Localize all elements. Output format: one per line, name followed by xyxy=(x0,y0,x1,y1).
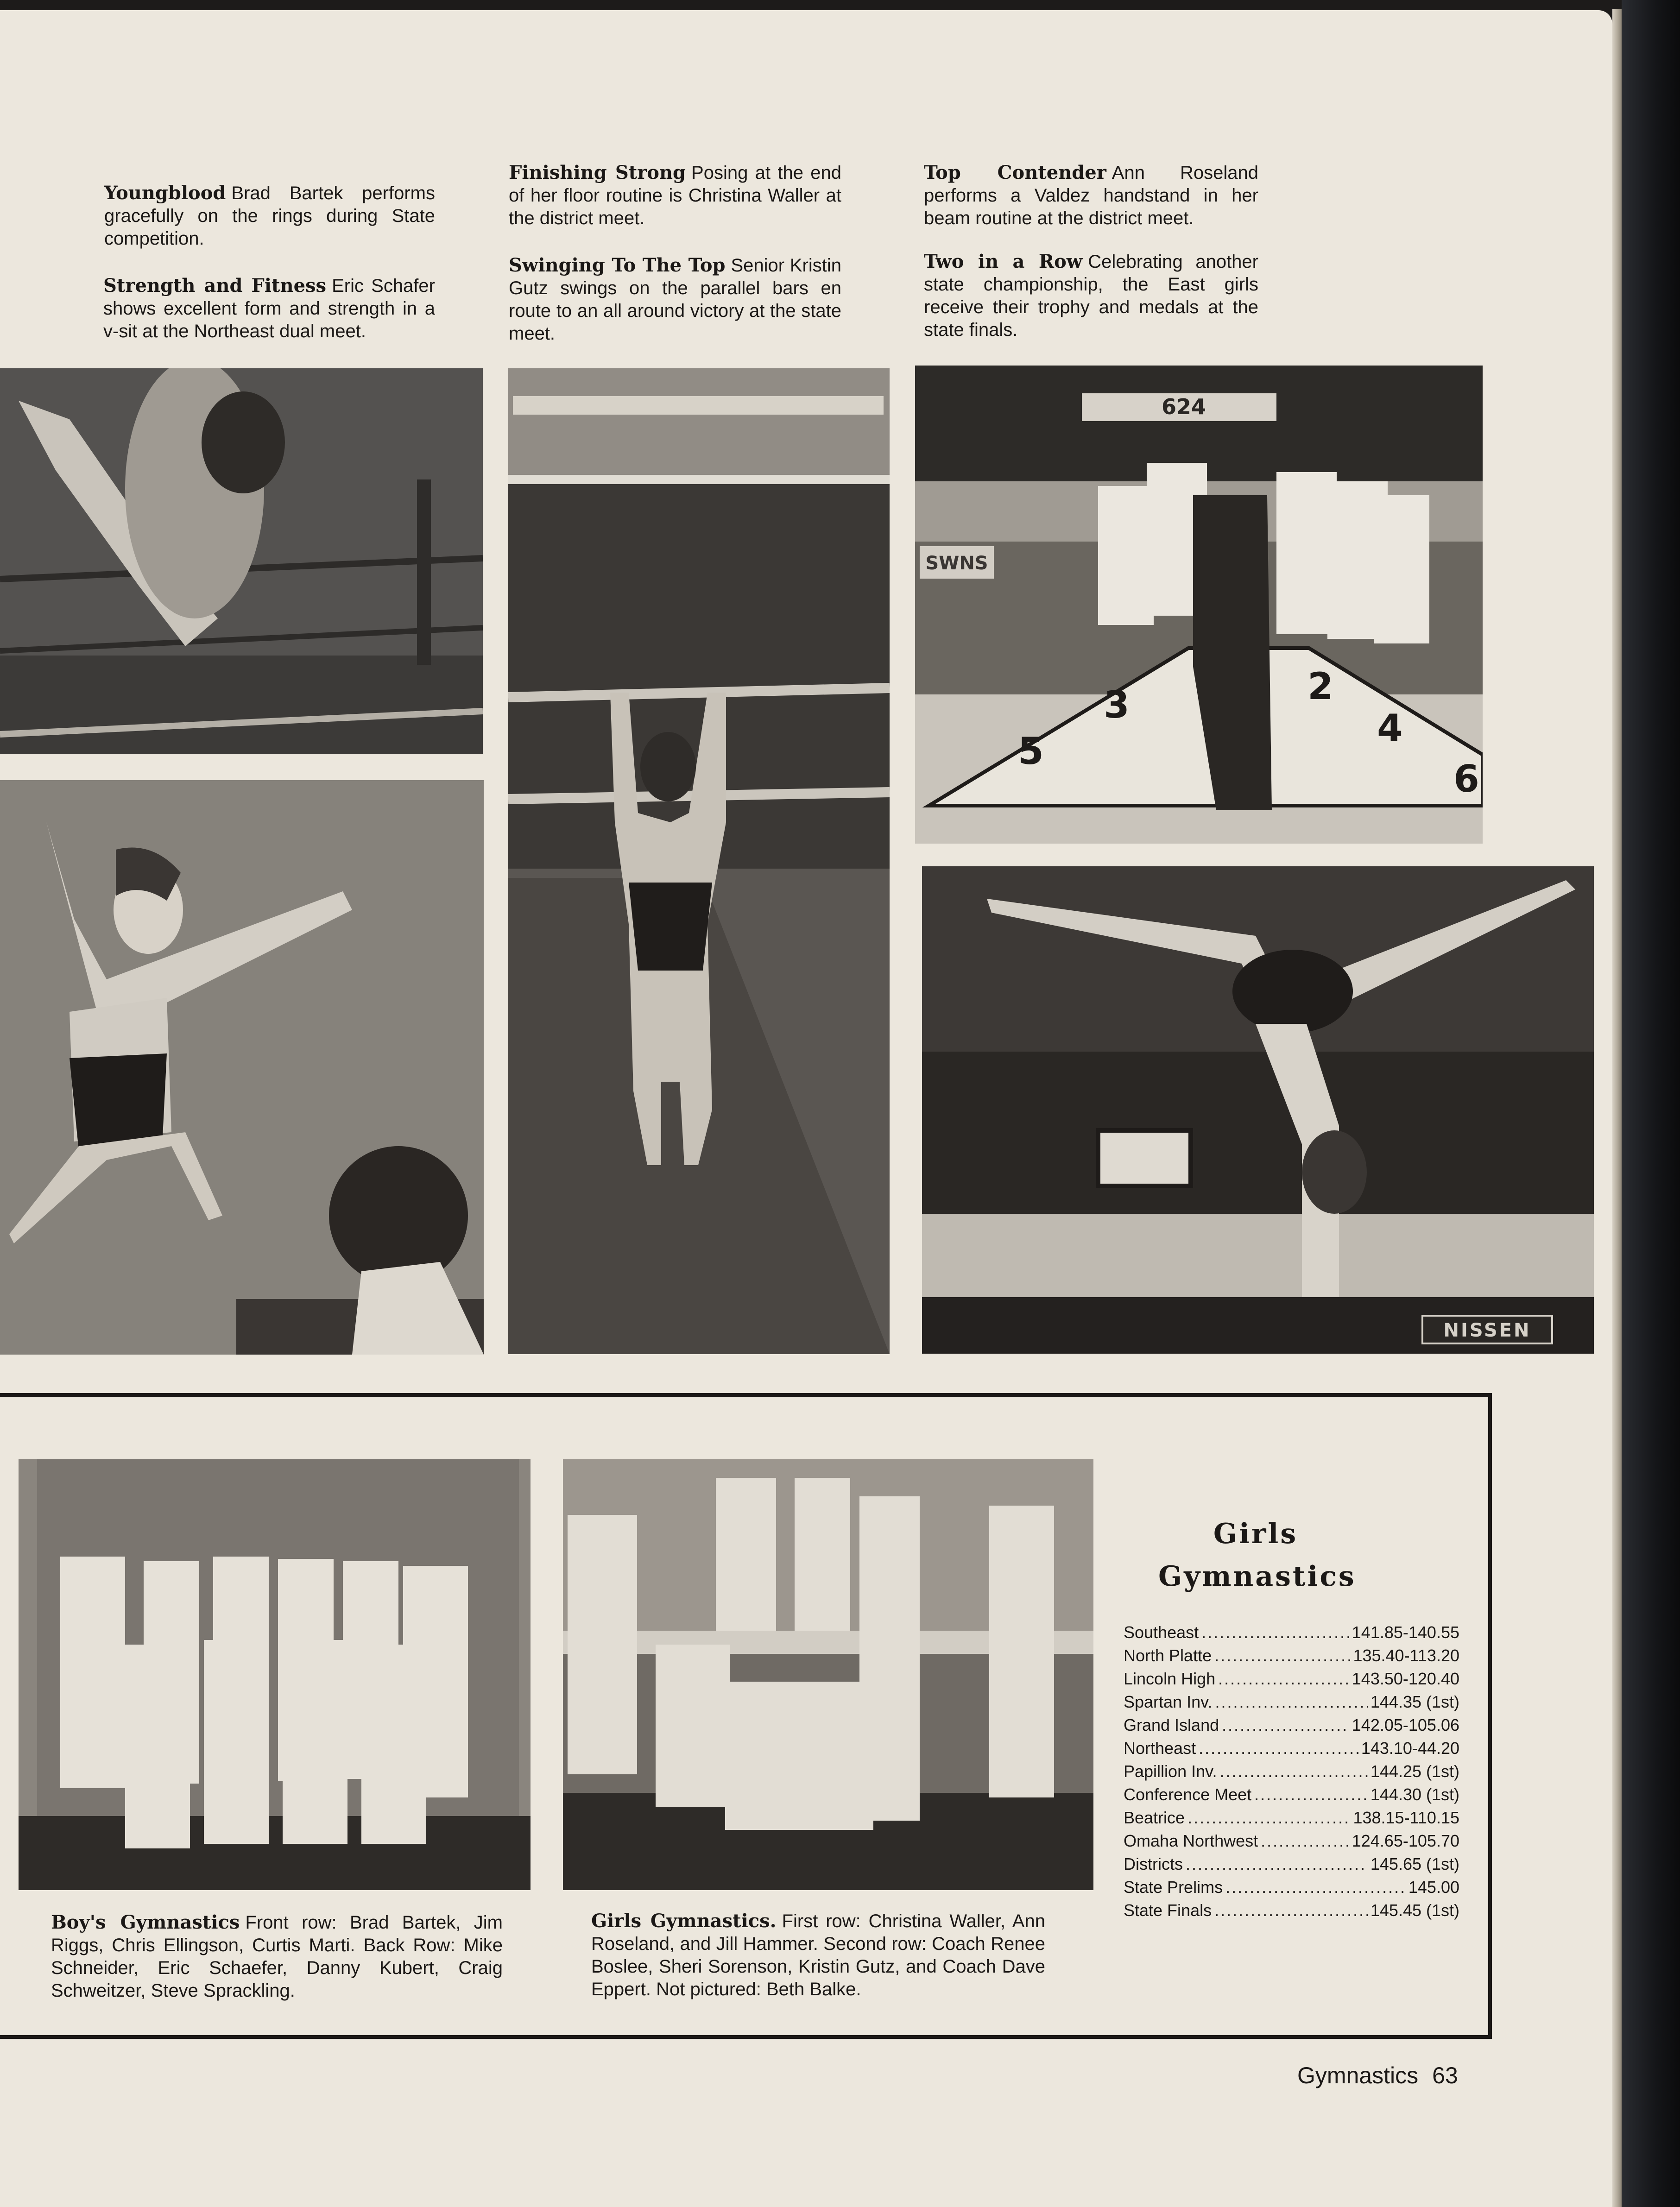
result-row xyxy=(1124,1854,1459,1878)
caption-swinging-to-the-top xyxy=(509,254,841,345)
result-row xyxy=(1124,1623,1459,1646)
result-score: 135.40-113.20 xyxy=(1353,1646,1459,1665)
result-opponent: Conference Meet xyxy=(1124,1785,1252,1804)
podium-number: 5 xyxy=(1018,730,1044,773)
caption-title: Youngblood xyxy=(104,182,226,204)
banner-text: SWNS xyxy=(925,553,988,574)
dot-leader xyxy=(1187,1808,1350,1828)
result-opponent: Northeast xyxy=(1124,1739,1196,1758)
result-row xyxy=(1124,1901,1459,1924)
result-row xyxy=(1124,1785,1459,1808)
result-row xyxy=(1124,1669,1459,1692)
dot-leader xyxy=(1214,1646,1350,1665)
result-score: 143.10-44.20 xyxy=(1361,1739,1459,1758)
schedule-title-line2: Gymnastics xyxy=(1158,1560,1356,1593)
result-opponent: Beatrice xyxy=(1124,1808,1185,1827)
dot-leader xyxy=(1214,1901,1368,1920)
caption-text: Eric Schafer shows excellent form and strength in a v-sit at the Northeast dual meet. xyxy=(103,276,435,341)
result-score: 143.50-120.40 xyxy=(1352,1669,1459,1688)
photo-floor-pose xyxy=(0,780,484,1355)
result-row xyxy=(1124,1646,1459,1669)
podium-number: 6 xyxy=(1453,757,1479,801)
result-score: 145.45 (1st) xyxy=(1370,1901,1459,1920)
results-table xyxy=(1124,1623,1459,1924)
dot-leader xyxy=(1218,1669,1349,1689)
photo-rings xyxy=(0,368,483,754)
caption-text: Celebrating another state championship, the East girls receive their trophy and medals at the state finals. xyxy=(924,252,1258,340)
result-opponent: Districts xyxy=(1124,1854,1183,1873)
caption-youngblood xyxy=(104,182,435,250)
result-row xyxy=(1124,1715,1459,1739)
caption-girls-gymnastics xyxy=(591,1910,1045,2001)
caption-text: Posing at the end of her floor routine is Christina Waller at the district meet. xyxy=(509,163,841,228)
caption-title: Top Contender xyxy=(924,162,1106,183)
dot-leader xyxy=(1254,1785,1368,1804)
result-row xyxy=(1124,1878,1459,1901)
caption-title: Girls Gymnastics. xyxy=(591,1910,777,1932)
result-score: 144.30 (1st) xyxy=(1370,1785,1459,1804)
result-score: 145.65 (1st) xyxy=(1370,1854,1459,1873)
dot-leader xyxy=(1225,1878,1406,1897)
result-opponent: North Platte xyxy=(1124,1646,1212,1665)
photo-girls-team xyxy=(563,1459,1093,1890)
schedule-title xyxy=(1158,1513,1356,1598)
page-edge xyxy=(1612,9,1622,2207)
podium-number: 4 xyxy=(1377,706,1403,750)
photo-podium-celebration xyxy=(915,366,1483,844)
result-row xyxy=(1124,1692,1459,1715)
dot-leader xyxy=(1261,1831,1349,1851)
result-row xyxy=(1124,1808,1459,1831)
caption-title: Swinging To The Top xyxy=(509,254,726,276)
result-opponent: Papillion Inv. xyxy=(1124,1762,1217,1781)
dot-leader xyxy=(1215,1692,1367,1712)
page-number: 63 xyxy=(1432,2062,1458,2088)
result-opponent: State Finals xyxy=(1124,1901,1212,1920)
podium-number: 2 xyxy=(1307,665,1333,708)
caption-title: Finishing Strong xyxy=(509,162,686,183)
dot-leader xyxy=(1201,1623,1349,1642)
result-opponent: Omaha Northwest xyxy=(1124,1831,1258,1850)
schedule-title-line1: Girls xyxy=(1213,1518,1298,1550)
page-footer xyxy=(1297,2062,1458,2089)
caption-text: Senior Kristin Gutz swings on the parallel bars en route to an all around victory at the state meet. xyxy=(509,255,841,344)
result-opponent: Spartan Inv. xyxy=(1124,1692,1213,1711)
caption-title: Two in a Row xyxy=(924,251,1083,272)
result-opponent: Southeast xyxy=(1124,1623,1199,1642)
dot-leader xyxy=(1219,1762,1367,1781)
result-opponent: Lincoln High xyxy=(1124,1669,1216,1688)
dot-leader xyxy=(1222,1715,1349,1735)
caption-text: Brad Bartek performs gracefully on the rings during State competition. xyxy=(104,183,435,249)
caption-strength-and-fitness xyxy=(103,274,435,343)
result-row xyxy=(1124,1762,1459,1785)
photo-beam-handstand xyxy=(922,866,1594,1354)
podium-number: 3 xyxy=(1104,683,1130,726)
result-score: 124.65-105.70 xyxy=(1352,1831,1459,1850)
result-score: 144.25 (1st) xyxy=(1370,1762,1459,1781)
result-score: 142.05-105.06 xyxy=(1352,1715,1459,1734)
caption-text: Ann Roseland performs a Valdez handstand in her beam routine at the district meet. xyxy=(924,163,1258,228)
result-opponent: State Prelims xyxy=(1124,1878,1223,1897)
book-binding xyxy=(1622,0,1680,2207)
caption-title: Boy's Gymnastics xyxy=(51,1911,240,1933)
dot-leader xyxy=(1186,1854,1368,1874)
beam-brand-text: NISSEN xyxy=(1443,1320,1531,1341)
result-score: 144.35 (1st) xyxy=(1370,1692,1459,1711)
result-row xyxy=(1124,1831,1459,1854)
caption-boys-gymnastics xyxy=(51,1911,503,2002)
result-score: 141.85-140.55 xyxy=(1352,1623,1459,1642)
result-opponent: Grand Island xyxy=(1124,1715,1219,1734)
footer-section-label: Gymnastics xyxy=(1297,2062,1419,2088)
result-score: 145.00 xyxy=(1408,1878,1459,1897)
banner-text: 624 xyxy=(1161,394,1206,419)
result-row xyxy=(1124,1739,1459,1762)
result-score: 138.15-110.15 xyxy=(1353,1808,1459,1827)
caption-text: First row: Christina Waller, Ann Roseland, and Jill Hammer. Second row: Coach Renee Boslee, Sheri Sorenson, Kristin Gutz, and Coach Dave Eppert. Not pictured: Beth Balke. xyxy=(591,1911,1045,1999)
caption-text: Front row: Brad Bartek, Jim Riggs, Chris Ellingson, Curtis Marti. Back Row: Mike Schneider, Eric Schaefer, Danny Kubert, Craig Schweitzer, Steve Sprackling. xyxy=(51,1912,503,2001)
caption-top-contender xyxy=(924,161,1258,230)
photo-parallel-bars xyxy=(508,368,890,1354)
caption-two-in-a-row xyxy=(924,250,1258,341)
photo-boys-team xyxy=(19,1459,531,1890)
caption-title: Strength and Fitness xyxy=(103,275,327,296)
dot-leader xyxy=(1199,1739,1358,1758)
caption-finishing-strong xyxy=(509,161,841,230)
